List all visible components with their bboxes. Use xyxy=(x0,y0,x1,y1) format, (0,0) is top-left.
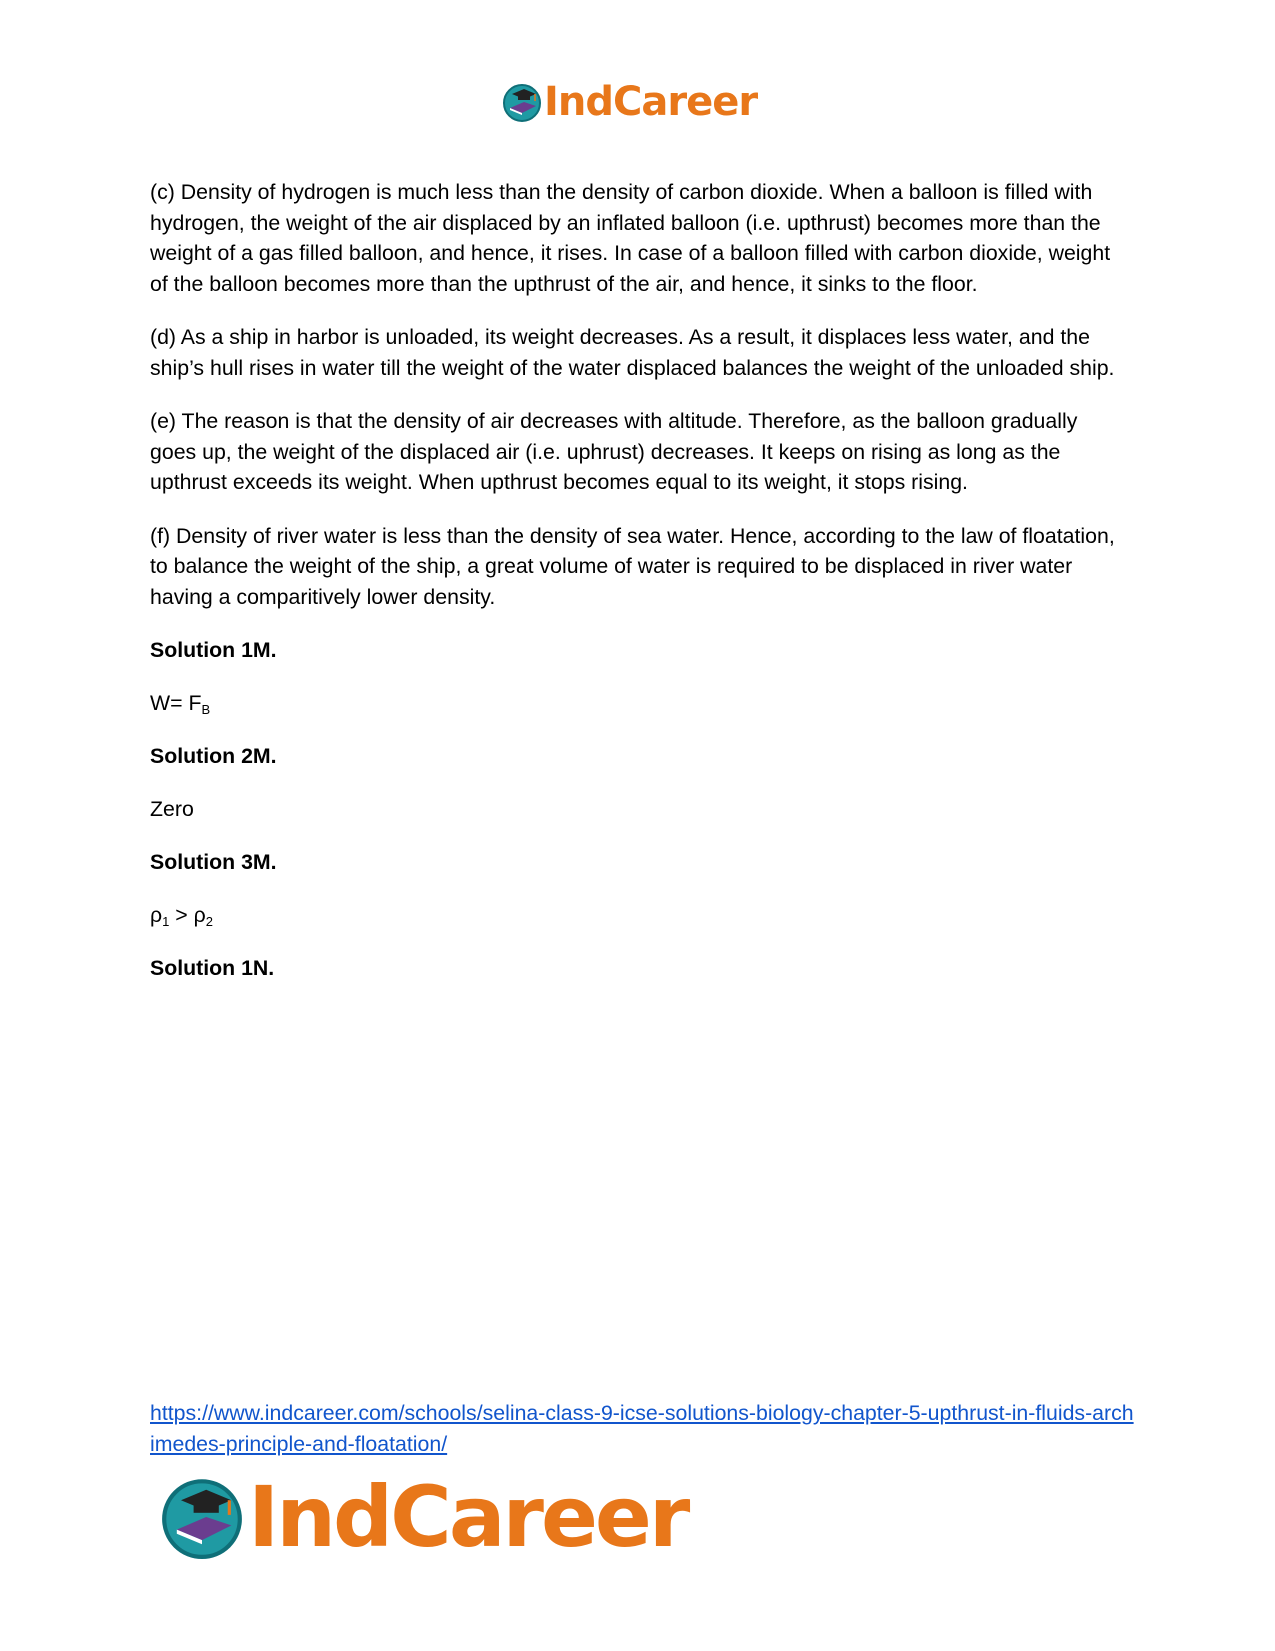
document-body xyxy=(150,177,1125,1006)
formula-text: W= F xyxy=(150,690,202,715)
solution-1m-answer xyxy=(150,688,1125,719)
graduation-book-icon xyxy=(160,1475,244,1559)
rho-subscript-1: 1 xyxy=(162,913,170,929)
paragraph-d: (d) As a ship in harbor is unloaded, its weight decreases. As a result, it displaces less water, and the ship’s hull rises in water till the weight of the water displaced balances the weight of the unloaded ship. xyxy=(150,325,1115,380)
logo-wordmark: IndCareer xyxy=(248,1468,688,1566)
solution-1m-heading: Solution 1M. xyxy=(150,638,277,662)
solution-3m-answer xyxy=(150,900,1125,931)
source-url-link[interactable]: https://www.indcareer.com/schools/selina-class-9-icse-solutions-biology-chapter-5-upthrust-in-fluids-archimedes-principle-and-floatation/ xyxy=(150,1401,1134,1456)
header-logo xyxy=(502,80,757,124)
rho-subscript-2: 2 xyxy=(205,913,213,929)
rho-symbol: ρ xyxy=(193,902,206,927)
paragraph-f: (f) Density of river water is less than the density of sea water. Hence, according to the law of floatation, to balance the weight of the ship, a great volume of water is required to be displaced in river water having a comparitively lower density. xyxy=(150,523,1115,609)
logo-wordmark: IndCareer xyxy=(544,79,758,125)
solution-2m-answer: Zero xyxy=(150,796,194,821)
comparison-operator: > xyxy=(169,902,194,927)
solution-1n-heading: Solution 1N. xyxy=(150,956,275,980)
rho-symbol: ρ xyxy=(150,902,163,927)
paragraph-c: (c) Density of hydrogen is much less than the density of carbon dioxide. When a balloon is filled with hydrogen, the weight of the air displaced by an inflated balloon (i.e. upthrust) becomes more than the weight of a gas filled balloon, and hence, it rises. In case of a balloon filled with carbon dioxide, weight of the balloon becomes more than the upthrust of the air, and hence, it sinks to the floor. xyxy=(150,180,1111,296)
formula-subscript: B xyxy=(201,701,211,717)
graduation-book-icon xyxy=(502,82,542,122)
paragraph-e: (e) The reason is that the density of air decreases with altitude. Therefore, as the balloon gradually goes up, the weight of the displaced air (i.e. uphrust) decreases. It keeps on rising as long as the upthrust exceeds its weight. When upthrust becomes equal to its weight, it stops rising. xyxy=(150,409,1078,494)
solution-3m-heading: Solution 3M. xyxy=(150,850,277,874)
footer-logo xyxy=(160,1468,688,1566)
solution-2m-heading: Solution 2M. xyxy=(150,744,277,768)
